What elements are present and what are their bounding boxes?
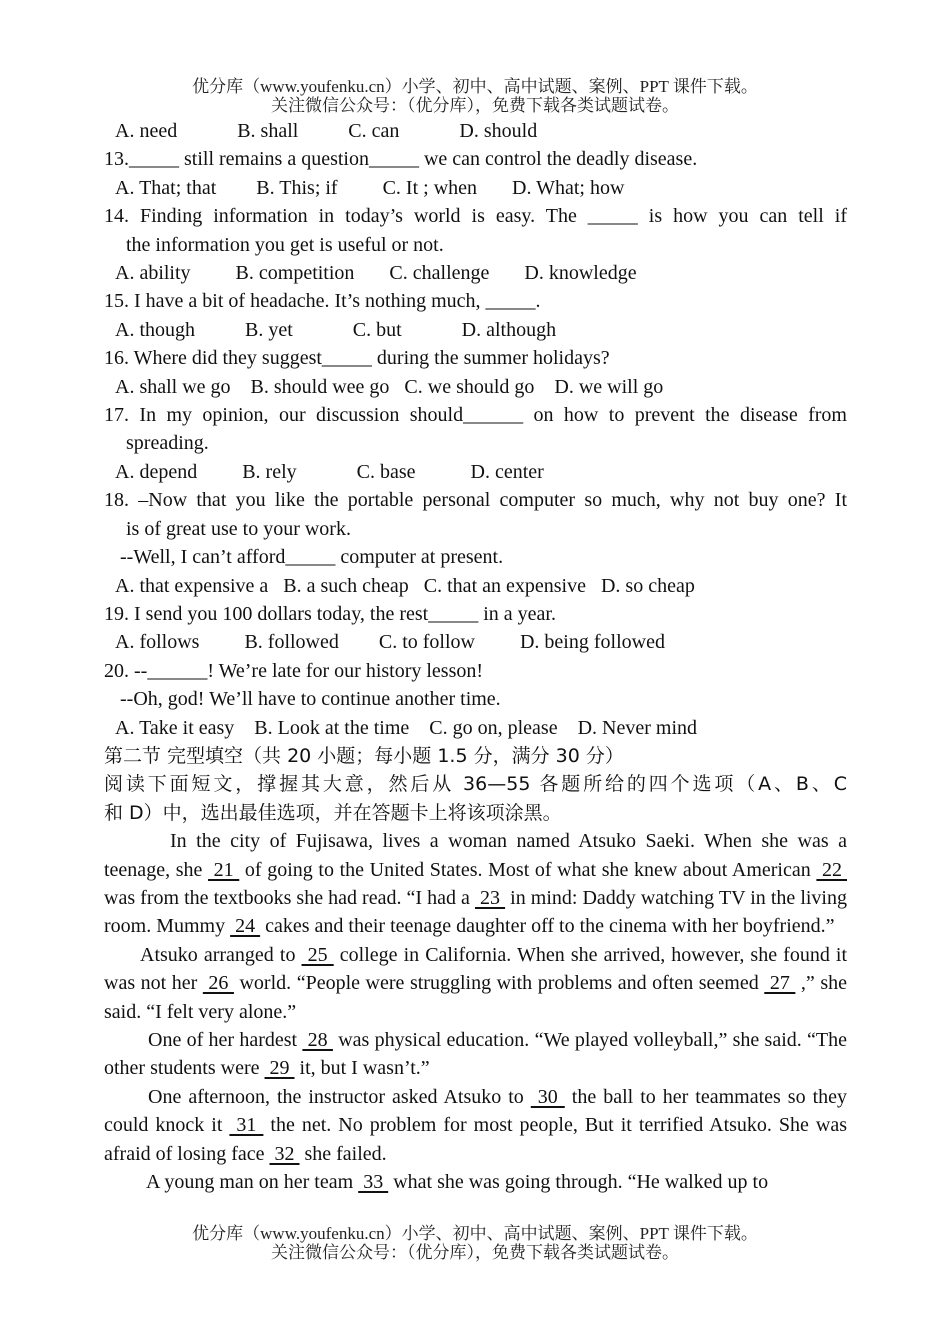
text-line: is of great use to your work. [126, 517, 351, 540]
text-line: 第二节 完型填空（共 20 小题；每小题 1.5 分，满分 30 分） [104, 744, 624, 767]
text-line: --Oh, god! We’ll have to continue another time. [120, 688, 501, 711]
blank-number: 29 [264, 1057, 295, 1080]
footer-line-2: 关注微信公众号：（优分库），免费下载各类试题试卷。 [271, 1243, 679, 1262]
text-line: 和 D）中，选出最佳选项，并在答题卡上将该项涂黑。 [104, 801, 562, 824]
header-line-2: 关注微信公众号：（优分库），免费下载各类试题试卷。 [271, 96, 679, 115]
passage-paragraph: Atsuko arranged to 25 college in California. When she arrived, however, she found it was not her 26 world. “People were struggling with problems and often seemed 27 ,” she said. “I felt very alone.” [104, 943, 848, 1023]
text-line: A. depend B. rely C. base D. center [115, 460, 544, 483]
cloze-passage [104, 827, 847, 1196]
page-header [0, 77, 950, 115]
blank-number: 32 [269, 1142, 300, 1165]
text-line: 13._____ still remains a question_____ we can control the deadly disease. [104, 148, 698, 171]
text-line: --Well, I can’t afford_____ computer at present. [120, 546, 504, 569]
text-line: A. need B. shall C. can D. should [115, 120, 538, 142]
text-line: A. That; that B. This; if C. It ; when D. What; how [115, 176, 625, 199]
text-line: 16. Where did they suggest_____ during the summer holidays? [104, 347, 610, 370]
blank-number: 31 [229, 1114, 264, 1137]
text-line: A. ability B. competition C. challenge D. knowledge [115, 262, 637, 285]
blank-number: 22 [816, 858, 848, 881]
blank-number: 24 [230, 915, 261, 938]
blank-number: 28 [302, 1029, 333, 1051]
text-line: spreading. [126, 432, 209, 455]
blank-number: 27 [764, 972, 796, 995]
question-list [104, 117, 847, 827]
text-line: A. that expensive a B. a such cheap C. that an expensive D. so cheap [115, 574, 695, 597]
text-line: A. shall we go B. should wee go C. we should go D. we will go [115, 375, 664, 398]
blank-number: 33 [358, 1171, 389, 1194]
blank-number: 25 [301, 943, 334, 966]
passage-paragraph: In the city of Fujisawa, lives a woman named Atsuko Saeki. When she was a teenage, she 21 of going to the United States. Most of what she knew about American 22 was from the textbooks she had read. “I had a 23 in mind: Daddy watching TV in the living room. Mummy 24 cakes and their teenage daughter off to the cinema with her boyfriend.” [104, 830, 848, 938]
blank-number: 21 [208, 858, 240, 881]
blank-number: 23 [474, 886, 506, 909]
text-line: A. Take it easy B. Look at the time C. go on, please D. Never mind [115, 716, 698, 739]
text-line: 17. In my opinion, our discussion should______ on how to prevent the disease from [104, 404, 847, 427]
text-line: 19. I send you 100 dollars today, the rest_____ in a year. [104, 602, 556, 625]
text-line: the information you get is useful or not. [126, 233, 444, 256]
text-line: A. follows B. followed C. to follow D. being followed [115, 631, 665, 654]
text-line: 18. –Now that you like the portable personal computer so much, why not buy one? It [104, 489, 847, 512]
text-line: 阅读下面短文，撑握其大意，然后从 36—55 各题所给的四个选项（A、B、C [104, 773, 847, 796]
header-line-1: 优分库（www.youfenku.cn）小学、初中、高中试题、案例、PPT 课件下载。 [192, 77, 758, 96]
passage-paragraph: A young man on her team 33 what she was going through. “He walked up to [146, 1171, 769, 1194]
text-line: 20. --______! We’re late for our history lesson! [104, 659, 484, 682]
text-line: 15. I have a bit of headache. It’s nothing much, _____. [104, 290, 541, 313]
page-footer [0, 1224, 950, 1262]
exam-content [104, 117, 847, 1196]
text-line: 14. Finding information in today’s world is easy. The _____ is how you can tell if [104, 205, 847, 228]
passage-paragraph: One of her hardest 28 was physical education. “We played volleyball,” she said. “The other students were 29 it, but I wasn’t.” [104, 1029, 847, 1080]
footer-line-1: 优分库（www.youfenku.cn）小学、初中、高中试题、案例、PPT 课件下载。 [192, 1224, 758, 1243]
text-line: A. though B. yet C. but D. although [115, 318, 557, 341]
blank-number: 26 [202, 972, 234, 995]
blank-number: 30 [530, 1085, 565, 1108]
passage-paragraph: One afternoon, the instructor asked Atsuko to 30 the ball to her teammates so they could knock it 31 the net. No problem for most people, But it terrified Atsuko. She was afraid of losing face 32 she failed. [104, 1085, 848, 1165]
